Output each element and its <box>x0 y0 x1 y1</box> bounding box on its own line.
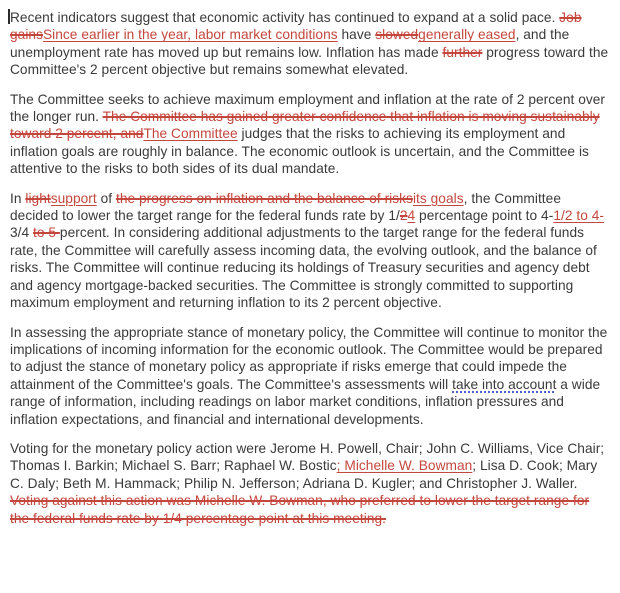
suggested-text: take into account <box>452 376 557 392</box>
deleted-text: The Committee has gained greater confidence that inflation is moving sustainably toward 2 percent, and <box>10 109 600 142</box>
inserted-text: Since earlier in the year, labor market conditions <box>42 27 338 43</box>
body-text: In <box>10 190 26 206</box>
body-text: have <box>337 27 376 43</box>
body-text: The Committee seeks to achieve maximum employment and inflation at the rate of 2 percent over the longer run. <box>10 91 606 125</box>
body-text: Voting for the monetary policy action were Jerome H. Powell, Chair; John C. Williams, Vice Chair; Thomas I. Barkin; Michael S. Barr; Raphael W. Bostic <box>10 440 605 474</box>
paragraph-3 <box>10 190 610 312</box>
inserted-text: ; Michelle W. Bowman <box>336 458 473 474</box>
deleted-text: Voting against this action was Michelle W. Bowman, who preferred to lower the target range for the federal funds rate by 1/4 percentage point at this meeting. <box>10 493 590 526</box>
deleted-text: to 5 <box>33 225 60 241</box>
deleted-text: slowed <box>375 27 419 43</box>
inserted-text: generally eased <box>418 27 516 43</box>
inserted-text: support <box>50 190 97 206</box>
deleted-text: the progress on inflation and the balance of risks <box>115 190 413 206</box>
body-text: 3/4 <box>10 225 34 241</box>
paragraph-4 <box>10 324 610 428</box>
inserted-text: its goals <box>412 190 464 206</box>
inserted-text: 1/2 to 4- <box>553 208 604 224</box>
body-text: percentage point to 4- <box>415 208 554 224</box>
body-text: ; Lisa D. Cook; Mary C. Daly; Beth M. Hammack; Philip N. Jefferson; Adriana D. Kugler; and Christopher J. Waller. <box>10 458 598 491</box>
body-text: , and the unemployment rate has moved up but remains low. Inflation has made <box>10 27 570 60</box>
body-text: percent. In considering additional adjustments to the target range for the federal funds rate, the Committee will carefully assess incoming data, the evolving outlook, and the balance of risks. The Committee will continue reducing its holdings of Treasury securities and agency debt and agency mortgage-backed securities. The Committee is strongly committed to supporting maximum employment and returning inflation to its 2 percent objective. <box>10 225 597 311</box>
deleted-text: Job gains <box>10 10 582 43</box>
deleted-text: light <box>25 190 51 206</box>
body-text: , the Committee decided to lower the target range for the federal funds rate by 1/ <box>10 190 561 224</box>
body-text: In assessing the appropriate stance of monetary policy, the Committee will continue to monitor the implications of incoming information for the economic outlook. The Committee would be prepared to adjust the stance of monetary policy as appropriate if risks emerge that could impede the attainment of the Committee's goals. The Committee's assessments will <box>10 324 608 392</box>
inserted-text: 4 <box>407 208 416 224</box>
body-text: judges that the risks to achieving its employment and inflation goals are roughly in balance. The economic outlook is uncertain, and the Committee is attentive to the risks to both sides of its dual mandate. <box>10 126 589 177</box>
body-text: progress toward the Committee's 2 percent objective but remains somewhat elevated. <box>10 44 609 78</box>
body-text: a wide range of information, including readings on labor market conditions, inflation pressures and inflation expectations, and financial and international developments. <box>10 376 601 427</box>
body-text: of <box>96 190 116 206</box>
deleted-text: further <box>442 44 483 60</box>
deleted-text: 2 <box>399 208 408 224</box>
inserted-text: The Committee <box>143 126 238 142</box>
paragraph-2 <box>10 91 610 178</box>
text-cursor <box>8 9 10 24</box>
paragraph-1 <box>10 9 610 79</box>
body-text: Recent indicators suggest that economic activity has continued to expand at a solid pace. <box>10 10 560 25</box>
paragraph-5 <box>10 440 610 527</box>
